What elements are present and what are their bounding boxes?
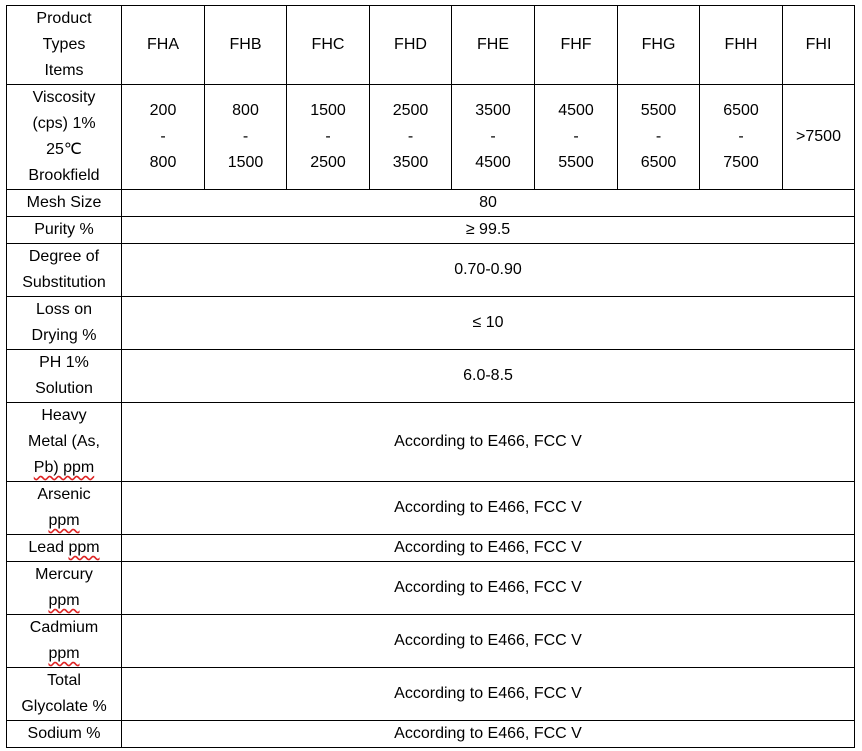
header-label-line: Types (42, 36, 86, 53)
viscosity-high: 800 (149, 154, 177, 171)
loss-label-cell (7, 297, 122, 350)
loss-label-line: Loss on (35, 301, 93, 318)
lead-label-cell (7, 535, 122, 562)
heavy-metal-label-line: Metal (As, (27, 433, 100, 450)
viscosity-label-line: (cps) 1% (32, 115, 96, 132)
lead-value: According to E466, FCC V (122, 535, 855, 562)
heavy-metal-label-line: Pb) ppm (33, 459, 95, 476)
viscosity-sep: - (407, 128, 414, 145)
viscosity-low: 800 (232, 102, 259, 119)
loss-row (7, 297, 855, 350)
arsenic-label-line: Arsenic (37, 486, 91, 503)
cadmium-label-line: Cadmium (29, 619, 99, 636)
grade-header: FHF (535, 6, 618, 85)
viscosity-sep: - (490, 128, 496, 145)
lead-row (7, 535, 855, 562)
mesh-value: 80 (122, 190, 855, 217)
viscosity-high: 7500 (723, 154, 759, 171)
viscosity-low: 200 (149, 102, 177, 119)
viscosity-sep: - (738, 128, 744, 145)
viscosity-sep: - (655, 128, 662, 145)
viscosity-low: 1500 (310, 102, 346, 119)
viscosity-high: 1500 (227, 154, 264, 171)
viscosity-sep: - (160, 128, 166, 145)
viscosity-high: 5500 (558, 154, 594, 171)
lead-label: Lead (28, 539, 69, 556)
heavy-metal-label-line: Heavy (41, 407, 87, 424)
viscosity-label-line: Brookfield (28, 167, 100, 184)
grade-header: FHD (370, 6, 452, 85)
mercury-label-unit: ppm (48, 592, 80, 609)
cadmium-label-cell (7, 615, 122, 668)
mesh-label: Mesh Size (7, 190, 122, 217)
substitution-label-line: Substitution (22, 274, 106, 291)
ph-row (7, 350, 855, 403)
viscosity-high: 4500 (475, 154, 511, 171)
arsenic-label-unit: ppm (48, 512, 80, 529)
viscosity-range-cell (452, 85, 535, 190)
substitution-value: 0.70-0.90 (122, 244, 855, 297)
viscosity-range-cell (618, 85, 700, 190)
viscosity-row (7, 85, 855, 190)
ph-label-cell (7, 350, 122, 403)
grade-header: FHI (783, 6, 855, 85)
viscosity-label-cell (7, 85, 122, 190)
substitution-label-cell (7, 244, 122, 297)
mercury-value: According to E466, FCC V (122, 562, 855, 615)
viscosity-sep: - (573, 128, 579, 145)
viscosity-low: 4500 (558, 102, 594, 119)
viscosity-high: 2500 (310, 154, 346, 171)
viscosity-high: 6500 (640, 154, 677, 171)
header-label-line: Items (44, 62, 84, 79)
loss-value: ≤ 10 (122, 297, 855, 350)
arsenic-value: According to E466, FCC V (122, 482, 855, 535)
grade-header: FHC (287, 6, 370, 85)
heavy-metal-value: According to E466, FCC V (122, 403, 855, 482)
viscosity-range-cell (122, 85, 205, 190)
grade-header: FHA (122, 6, 205, 85)
viscosity-low: 5500 (640, 102, 677, 119)
purity-value: ≥ 99.5 (122, 217, 855, 244)
substitution-label-line: Degree of (28, 248, 100, 265)
heavy-metal-label-cell (7, 403, 122, 482)
ph-label-line: Solution (35, 380, 93, 397)
arsenic-row (7, 482, 855, 535)
viscosity-low: 3500 (475, 102, 511, 119)
ph-label-line: PH 1% (39, 354, 89, 371)
viscosity-sep: - (242, 128, 249, 145)
loss-label-line: Drying % (31, 327, 97, 344)
specification-table (6, 5, 855, 748)
viscosity-range-cell (700, 85, 783, 190)
arsenic-label-cell (7, 482, 122, 535)
glycolate-row (7, 668, 855, 721)
viscosity-range-cell (370, 85, 452, 190)
mercury-row (7, 562, 855, 615)
viscosity-low: 6500 (723, 102, 759, 119)
header-label-line: Product (36, 10, 92, 27)
glycolate-label-cell (7, 668, 122, 721)
substitution-row (7, 244, 855, 297)
grade-header: FHB (205, 6, 287, 85)
viscosity-high: 3500 (392, 154, 429, 171)
mercury-label-line: Mercury (35, 566, 93, 583)
grade-header: FHG (618, 6, 700, 85)
grade-header: FHH (700, 6, 783, 85)
viscosity-label-line: Viscosity (32, 89, 96, 106)
glycolate-label-line: Total (47, 672, 81, 689)
purity-label: Purity % (7, 217, 122, 244)
sodium-label: Sodium % (7, 721, 122, 748)
lead-label-unit: ppm (68, 539, 100, 556)
mesh-row (7, 190, 855, 217)
viscosity-range-cell (535, 85, 618, 190)
grade-header: FHE (452, 6, 535, 85)
viscosity-sep: - (325, 128, 331, 145)
viscosity-range-cell (287, 85, 370, 190)
sodium-value: According to E466, FCC V (122, 721, 855, 748)
heavy-metal-row (7, 403, 855, 482)
sodium-row (7, 721, 855, 748)
cadmium-value: According to E466, FCC V (122, 615, 855, 668)
viscosity-range-cell (205, 85, 287, 190)
mercury-label-cell (7, 562, 122, 615)
header-row (7, 6, 855, 85)
viscosity-last-cell: >7500 (783, 85, 855, 190)
ph-value: 6.0-8.5 (122, 350, 855, 403)
cadmium-label-unit: ppm (48, 645, 80, 662)
viscosity-low: 2500 (392, 102, 429, 119)
cadmium-row (7, 615, 855, 668)
header-label-cell (7, 6, 122, 85)
glycolate-label-line: Glycolate % (21, 698, 107, 715)
purity-row (7, 217, 855, 244)
glycolate-value: According to E466, FCC V (122, 668, 855, 721)
viscosity-label-line: 25℃ (46, 141, 82, 158)
